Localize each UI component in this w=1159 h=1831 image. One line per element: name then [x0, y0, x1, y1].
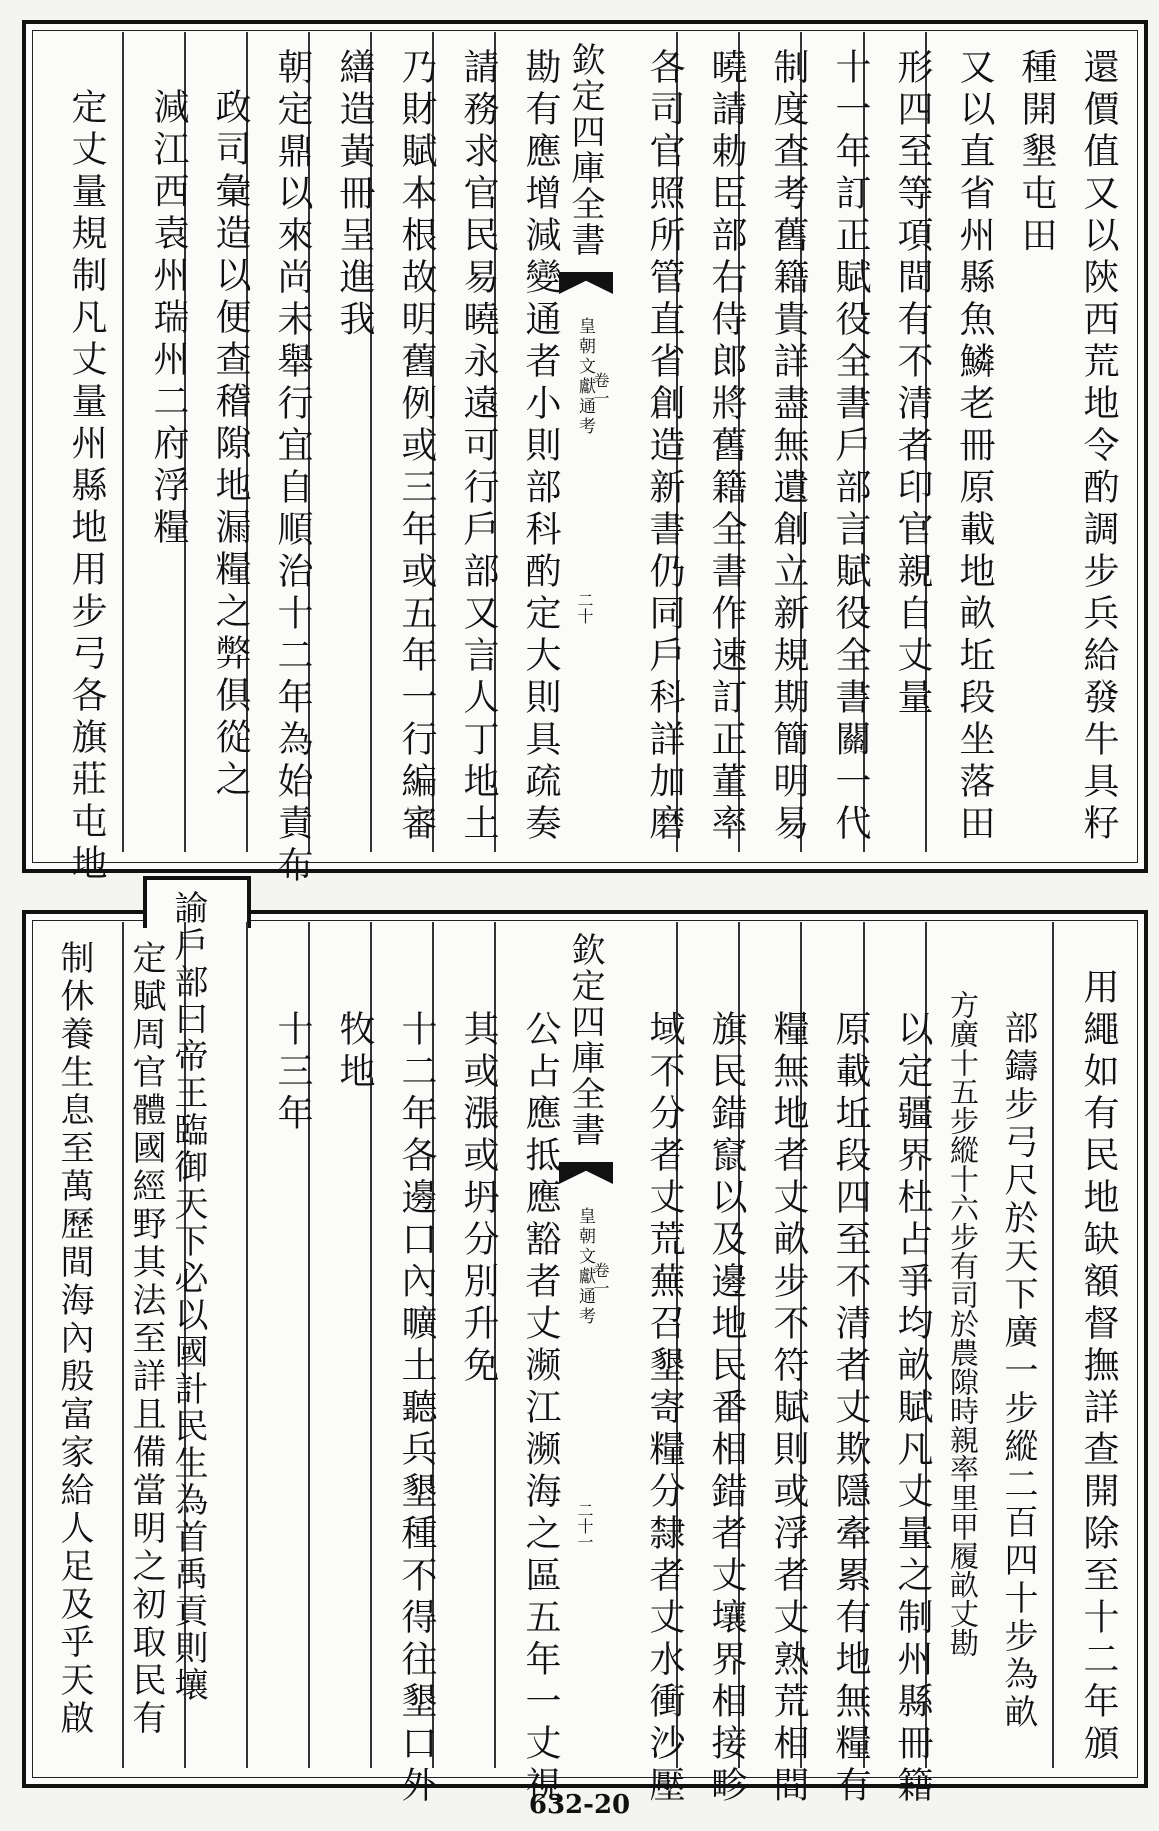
- text-column: 朝定鼎以來尚未舉行宜自順治十二年為始責布: [272, 48, 313, 888]
- text-column: 用繩如有民地缺額督撫詳查開除至十二年頒: [1078, 968, 1119, 1766]
- text-column: 形四至等項間有不清者印官親自丈量: [892, 48, 933, 720]
- text-column: 部鑄步弓尺於天下廣一步縱二百四十步為畝: [998, 1010, 1038, 1732]
- text-column: 以定疆界杜占爭均畝賦凡丈量之制州縣冊籍: [892, 1010, 933, 1808]
- text-column-elevated: 諭戶部曰帝王臨御天下必以國計民生為首禹貢則壤: [168, 890, 208, 1704]
- text-column: 各司官照所管直省創造新書仍同戶科詳加磨: [644, 48, 685, 846]
- book-subtitle: 皇朝文獻通考: [575, 317, 595, 437]
- text-column: 定賦周官體國經野其法至詳且備當明之初取民有: [126, 940, 166, 1738]
- text-column: 公占應抵應豁者丈濒江濒海之區五年一丈視: [520, 1010, 561, 1808]
- text-column: 糧無地者丈畝步不符賦則或浮者丈熟荒相間: [768, 1010, 809, 1808]
- page-number: 二十一: [575, 1502, 594, 1550]
- text-column: 其或漲或坍分別升免: [458, 1010, 499, 1388]
- book-title: 欽定四庫全書: [565, 42, 605, 258]
- column-rule: [1052, 922, 1054, 1768]
- text-column: 乃財賦本根故明舊例或三年或五年一行編審: [396, 48, 437, 846]
- page-number: 二十: [575, 592, 594, 624]
- text-column: 十一年訂正賦役全書戶部言賦役全書關一代: [830, 48, 871, 846]
- text-column: 曉請勅臣部右侍郎將舊籍全書作速訂正董率: [706, 48, 747, 846]
- book-title: 欽定四庫全書: [565, 932, 605, 1148]
- text-column: 制度查考舊籍貴詳盡無遺創立新規期簡明易: [768, 48, 809, 846]
- text-column: 減江西袁州瑞州二府浮糧: [148, 88, 189, 550]
- text-column: 請務求官民易曉永遠可行戶部又言人丁地土: [458, 48, 499, 846]
- text-column: 域不分者丈荒蕪召墾寄糧分隸者丈水衝沙壓: [644, 1010, 685, 1808]
- volume-label: 卷一: [591, 1262, 610, 1298]
- text-column: 旗民錯竄以及邊地民番相錯者丈壤界相接畛: [706, 1010, 747, 1808]
- column-rule: [122, 32, 124, 852]
- book-subtitle: 皇朝文獻通考: [575, 1207, 595, 1327]
- text-column: 勘有應增減變通者小則部科酌定大則具疏奏: [520, 48, 561, 846]
- text-column: 制休養生息至萬歷間海內殷富家給人足及乎天啟: [54, 940, 94, 1738]
- text-column-with-note: 方廣十五步縱十六步有司於農隙時親率里甲履畝丈勘: [946, 990, 980, 1657]
- text-column: 種開墾屯田: [1016, 48, 1057, 258]
- page-code: 632-20: [528, 1790, 631, 1820]
- text-column: 還價值又以陝西荒地令酌調步兵給發牛具籽: [1078, 48, 1119, 846]
- text-column: 繕造黃冊呈進我: [334, 48, 375, 342]
- volume-label: 卷一: [591, 372, 610, 408]
- text-column: 又以直省州縣魚鱗老冊原載地畝坵段坐落田: [954, 48, 995, 846]
- text-column: 十二年各邊口內曠土聽兵墾種不得往墾口外: [396, 1010, 437, 1808]
- text-column: 政司彙造以便查稽隙地漏糧之弊俱從之: [210, 88, 251, 802]
- text-column: 十三年: [272, 1010, 313, 1136]
- text-column: 原載坵段四至不清者丈欺隱牽累有地無糧有: [830, 1010, 871, 1808]
- text-column: 定丈量規制凡丈量州縣地用步弓各旗莊屯地: [66, 88, 107, 886]
- column-rule: [246, 922, 248, 1768]
- text-column: 牧地: [334, 1010, 375, 1094]
